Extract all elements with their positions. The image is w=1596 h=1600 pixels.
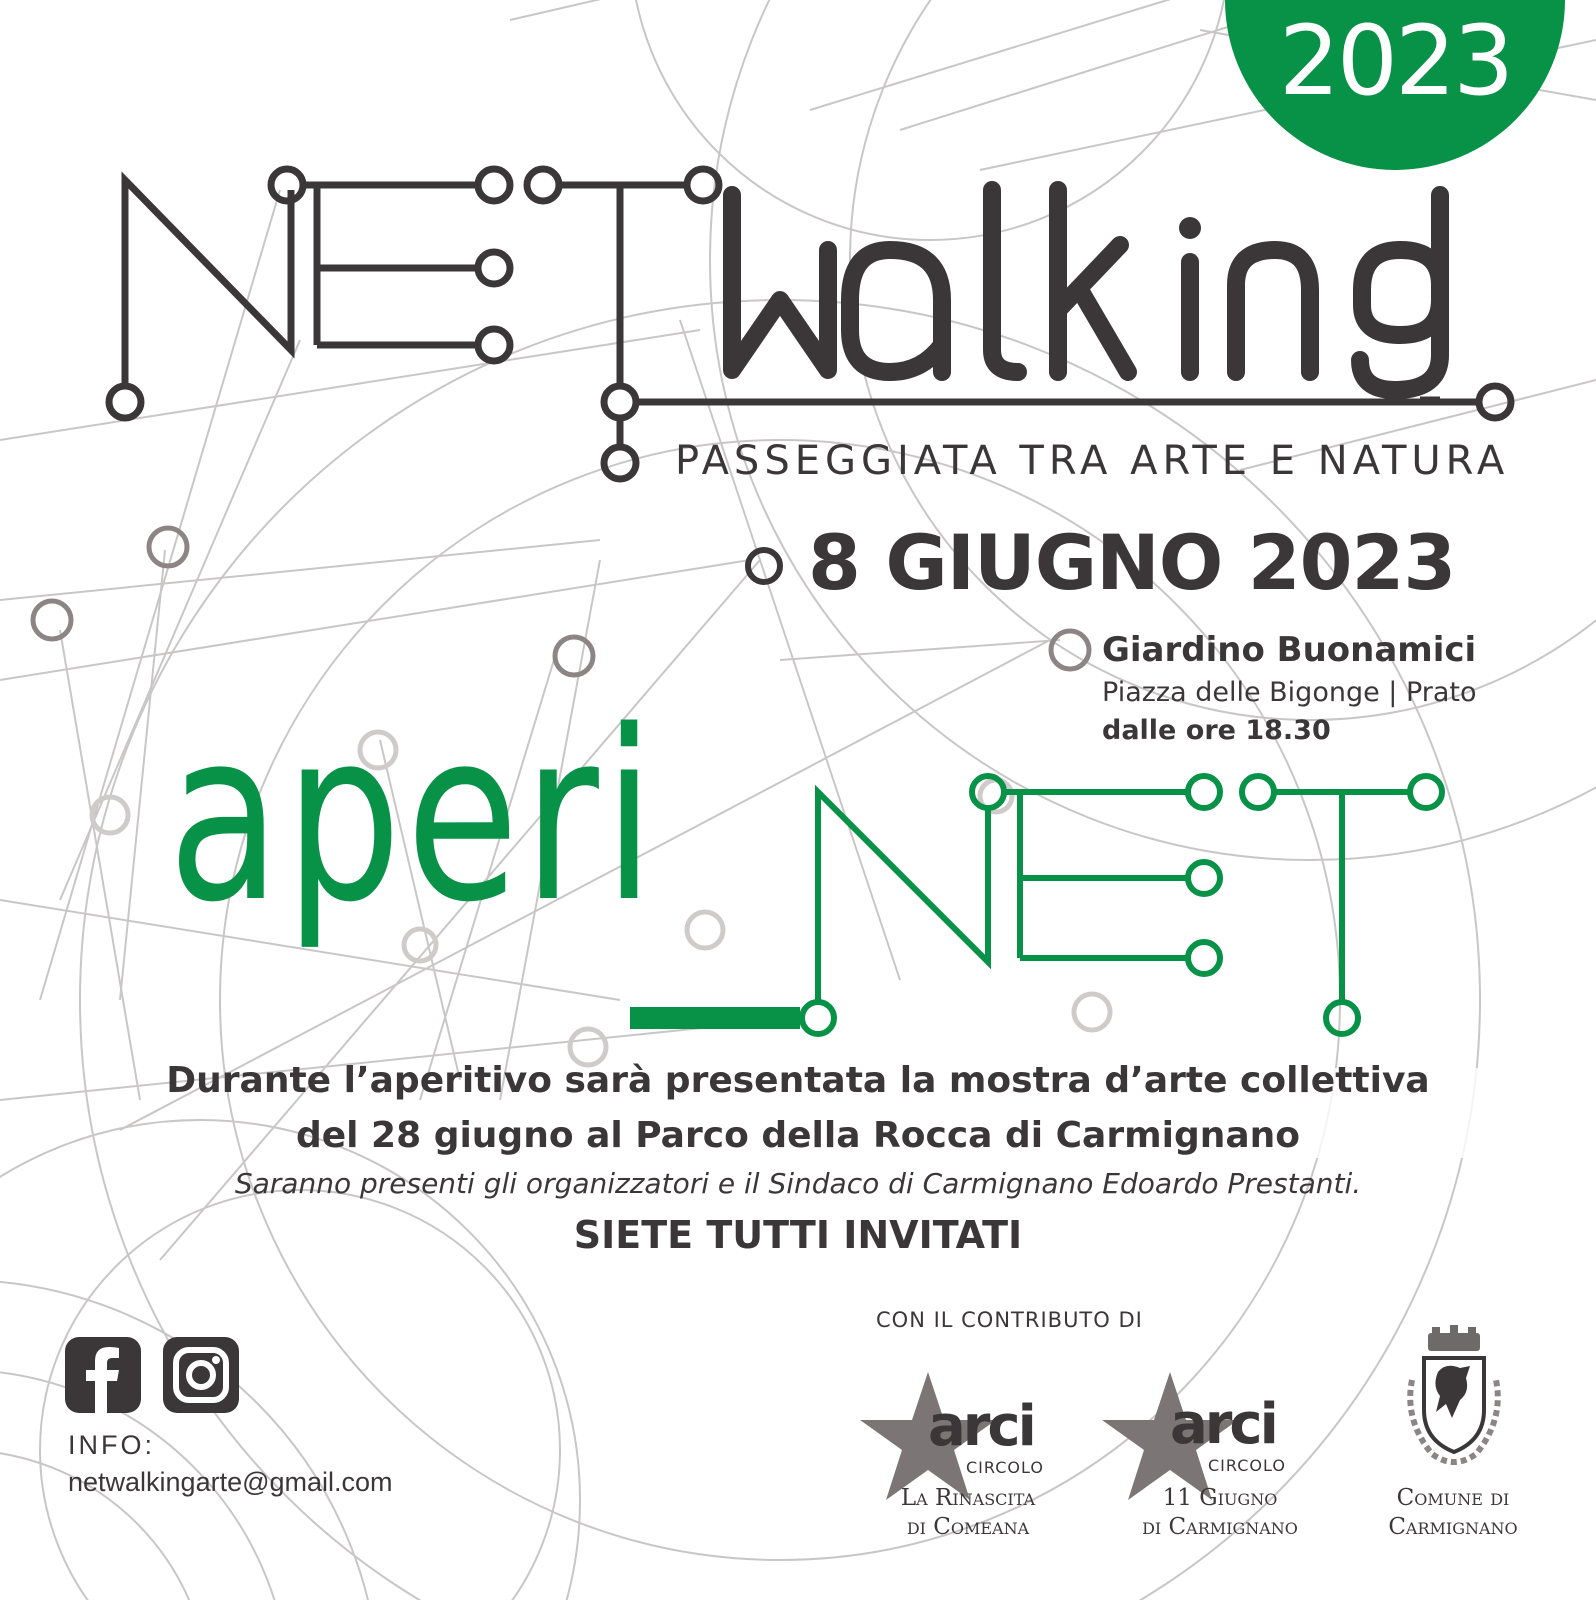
year-badge-label: 2023 [1278,5,1512,117]
sponsor-1-name-line-2: di Comeana [906,1514,1030,1540]
event-time: dalle ore 18.30 [1102,715,1331,746]
svg-text:arci: arci [1170,1392,1276,1457]
sponsor-2-sub: CIRCOLO [1208,1456,1286,1475]
event-date: 8 GIUGNO 2023 [808,518,1456,607]
sponsor-1-sub: CIRCOLO [966,1458,1044,1477]
description-line-2: del 28 giugno al Parco della Rocca di Carmignano [296,1115,1300,1156]
sponsor-2-name-line-1: 11 Giugno [1162,1485,1278,1511]
tagline: PASSEGGIATA TRA ARTE E NATURA [675,438,1510,484]
description-note: Saranno presenti gli organizzatori e il Sindaco di Carmignano Edoardo Prestanti. [234,1167,1362,1200]
event-address: Piazza delle Bigonge | Prato [1102,677,1477,708]
sponsor-1-name-line-1: La Rinascita [900,1485,1036,1511]
invitation: SIETE TUTTI INVITATI [573,1213,1023,1257]
info-email[interactable]: netwalkingarte@gmail.com [68,1467,393,1497]
sponsor-2-name-line-2: di Carmignano [1142,1514,1298,1540]
event-venue: Giardino Buonamici [1102,630,1477,670]
sponsor-3-name [1348,1484,1558,1542]
svg-text:arci: arci [928,1394,1034,1459]
sponsor-3-name-line-1: Comune di [1396,1485,1510,1511]
sponsor-3-name-line-2: Carmignano [1388,1514,1518,1540]
description-line-1: Durante l’aperitivo sarà presentata la mostra d’arte collettiva [166,1060,1430,1101]
sponsors-heading: CON IL CONTRIBUTO DI [876,1308,1143,1332]
aperi-wordmark: aperi [168,681,660,954]
info-label: INFO: [68,1430,155,1460]
